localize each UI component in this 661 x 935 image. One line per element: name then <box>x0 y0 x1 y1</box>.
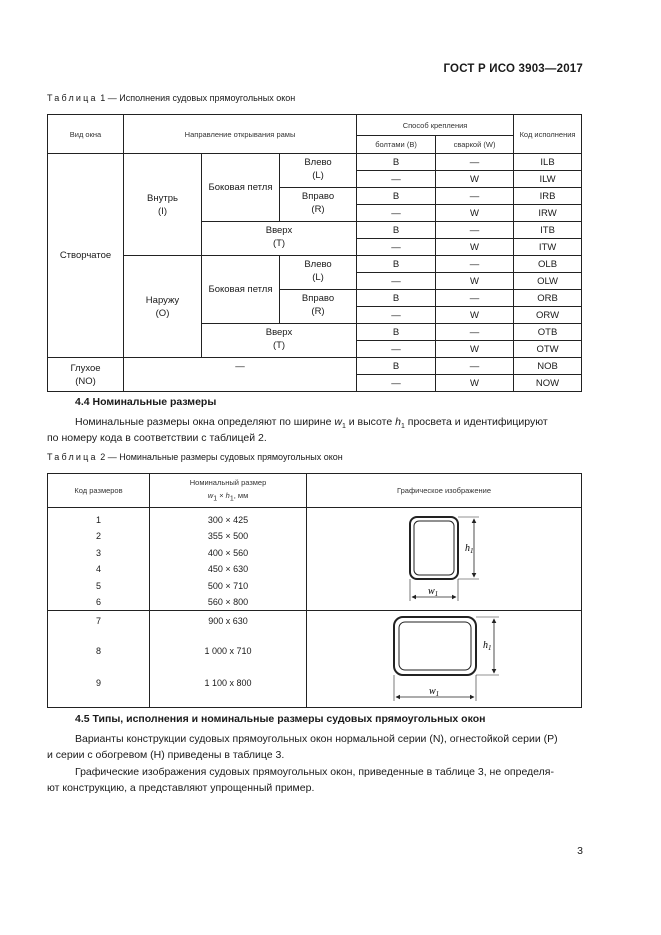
t1-cell-code: OLW <box>514 273 582 290</box>
landscape-window-drawing <box>307 611 582 707</box>
table2-caption-prefix: Таблица <box>47 452 98 462</box>
table-row <box>48 256 582 273</box>
t1-right: Вправо (R) <box>280 290 357 324</box>
list-item: 3 <box>95 547 101 558</box>
t1-cell-code: OTB <box>514 324 582 341</box>
t1-cell-weld: W <box>436 307 514 324</box>
list-item: 6 <box>95 597 101 608</box>
t1-cell-bolts: B <box>357 154 436 171</box>
table1 <box>47 114 582 392</box>
t1-cell-code: NOW <box>514 375 582 392</box>
t1-cell-weld: W <box>436 171 514 188</box>
t1-cell-weld: — <box>436 154 514 171</box>
t2-drawing-landscape-cell <box>307 611 582 708</box>
t1-cell-code: ITW <box>514 239 582 256</box>
section-4-5-para1-line2: и серии с обогревом (H) приведены в таблице 3. <box>47 749 285 761</box>
t1-fixed-direction: — <box>124 358 357 392</box>
t1-cell-bolts: B <box>357 358 436 375</box>
list-item: 9 <box>95 678 101 689</box>
t1-hinged: Створчатое <box>48 154 124 358</box>
list-item: 500 × 710 <box>207 580 249 591</box>
t1-cell-bolts: B <box>357 256 436 273</box>
t2-head-image: Графическое изображение <box>307 474 582 508</box>
section-4-4-heading: 4.4 Номинальные размеры <box>75 396 217 408</box>
t1-cell-weld: W <box>436 375 514 392</box>
t1-cell-weld: — <box>436 358 514 375</box>
t1-head-type: Вид окна <box>48 115 124 154</box>
t1-side-hinge: Боковая петля <box>202 154 280 222</box>
t1-left: Влево (L) <box>280 256 357 290</box>
section-4-5-heading: 4.5 Типы, исполнения и номинальные размеры судовых прямоугольных окон <box>75 713 486 725</box>
t1-cell-weld: — <box>436 222 514 239</box>
list-item: 300 × 425 <box>207 515 249 525</box>
t2-group2-sizes <box>150 611 307 708</box>
t2-group2-codes <box>48 611 150 708</box>
t1-cell-weld: — <box>436 188 514 205</box>
list-item: 450 × 630 <box>207 564 249 575</box>
dim-w-label: $w_1$ <box>429 686 440 699</box>
t1-cell-weld: — <box>436 290 514 307</box>
list-item: 8 <box>95 646 101 657</box>
list-item: 355 × 500 <box>207 531 249 542</box>
t1-cell-bolts: — <box>357 307 436 324</box>
t1-cell-code: NOB <box>514 358 582 375</box>
list-item: 2 <box>95 531 101 542</box>
t1-head-fixing: Способ крепления <box>357 115 514 136</box>
t2-head-code: Код размеров <box>48 474 150 508</box>
t1-cell-code: ITB <box>514 222 582 239</box>
t1-cell-bolts: — <box>357 171 436 188</box>
t1-cell-code: OLB <box>514 256 582 273</box>
t1-cell-bolts: — <box>357 239 436 256</box>
t1-head-direction: Направление открывания рамы <box>124 115 357 154</box>
list-item: 900 x 630 <box>208 616 248 627</box>
t1-cell-bolts: — <box>357 273 436 290</box>
table2-caption-text: 2 — Номинальные размеры судовых прямоугольных окон <box>100 452 343 462</box>
t1-cell-weld: — <box>436 256 514 273</box>
t1-outward: Наружу (O) <box>124 256 202 358</box>
table-row <box>48 154 582 171</box>
table2-caption <box>47 452 343 462</box>
t1-cell-weld: W <box>436 205 514 222</box>
table2 <box>47 473 582 708</box>
t1-cell-bolts: B <box>357 222 436 239</box>
t1-cell-code: IRB <box>514 188 582 205</box>
list-item: 4 <box>95 564 101 575</box>
list-item: 5 <box>95 580 101 591</box>
t1-cell-code: ORW <box>514 307 582 324</box>
t1-up: Вверх (T) <box>202 222 357 256</box>
list-item: 1 <box>95 515 101 525</box>
t1-head-weld: сваркой (W) <box>436 136 514 154</box>
t1-head-bolts: болтами (B) <box>357 136 436 154</box>
t1-cell-weld: W <box>436 341 514 358</box>
t1-head-code: Код исполнения <box>514 115 582 154</box>
portrait-window-drawing <box>307 509 582 609</box>
table-row <box>48 358 582 375</box>
table1-caption-text: 1 — Исполнения судовых прямоугольных окон <box>100 93 296 103</box>
t1-cell-bolts: B <box>357 324 436 341</box>
t2-group1-codes <box>48 508 150 611</box>
t1-cell-weld: — <box>436 324 514 341</box>
t1-cell-code: ORB <box>514 290 582 307</box>
t1-cell-bolts: B <box>357 290 436 307</box>
list-item: 1 100 x 800 <box>204 678 252 689</box>
t1-cell-code: ILB <box>514 154 582 171</box>
t1-cell-bolts: B <box>357 188 436 205</box>
section-4-5-para2-line2: ют конструкцию, а представляют упрощенный пример. <box>47 782 315 794</box>
t1-cell-code: ILW <box>514 171 582 188</box>
dim-w-label: $w_1$ <box>428 586 439 599</box>
t1-side-hinge: Боковая петля <box>202 256 280 324</box>
t1-cell-code: IRW <box>514 205 582 222</box>
t1-fixed: Глухое (NO) <box>48 358 124 392</box>
section-4-5-para1-line1: Варианты конструкции судовых прямоугольных окон нормальной серии (N), огнестойкой серии (P) <box>75 733 558 745</box>
list-item: 560 × 800 <box>207 597 249 608</box>
t1-cell-bolts: — <box>357 205 436 222</box>
list-item: 7 <box>95 616 101 627</box>
list-item: 1 000 x 710 <box>204 646 252 657</box>
section-4-5-para2-line1: Графические изображения судовых прямоугольных окон, приведенные в таблице 3, не определя- <box>75 766 554 778</box>
list-item: 400 × 560 <box>207 547 249 558</box>
table1-caption-prefix: Таблица <box>47 93 98 103</box>
t1-cell-weld: W <box>436 239 514 256</box>
dim-h-label: $h_1$ <box>465 543 474 556</box>
t1-left: Влево (L) <box>280 154 357 188</box>
t1-right: Вправо (R) <box>280 188 357 222</box>
dim-h-label: $h_1$ <box>483 640 492 653</box>
document-header: ГОСТ Р ИСО 3903—2017 <box>443 63 583 75</box>
t1-cell-bolts: — <box>357 375 436 392</box>
t1-cell-bolts: — <box>357 341 436 358</box>
page-number: 3 <box>577 845 583 857</box>
t2-drawing-portrait-cell <box>307 508 582 611</box>
t1-cell-weld: W <box>436 273 514 290</box>
section-4-4-paragraph-line2: по номеру кода в соответствии с таблицей 2. <box>47 432 267 444</box>
t1-up: Вверх (T) <box>202 324 357 358</box>
t2-head-size: Номинальный размер $w_1 \times h_1$, мм <box>150 474 307 508</box>
t1-cell-code: OTW <box>514 341 582 358</box>
section-4-4-paragraph: Номинальные размеры окна определяют по ширине $w_1$ и высоте $h_1$ просвета и идентифицируют <box>75 416 548 431</box>
t1-inward: Внутрь (I) <box>124 154 202 256</box>
table1-caption <box>47 93 295 103</box>
t2-group1-sizes <box>150 508 307 611</box>
